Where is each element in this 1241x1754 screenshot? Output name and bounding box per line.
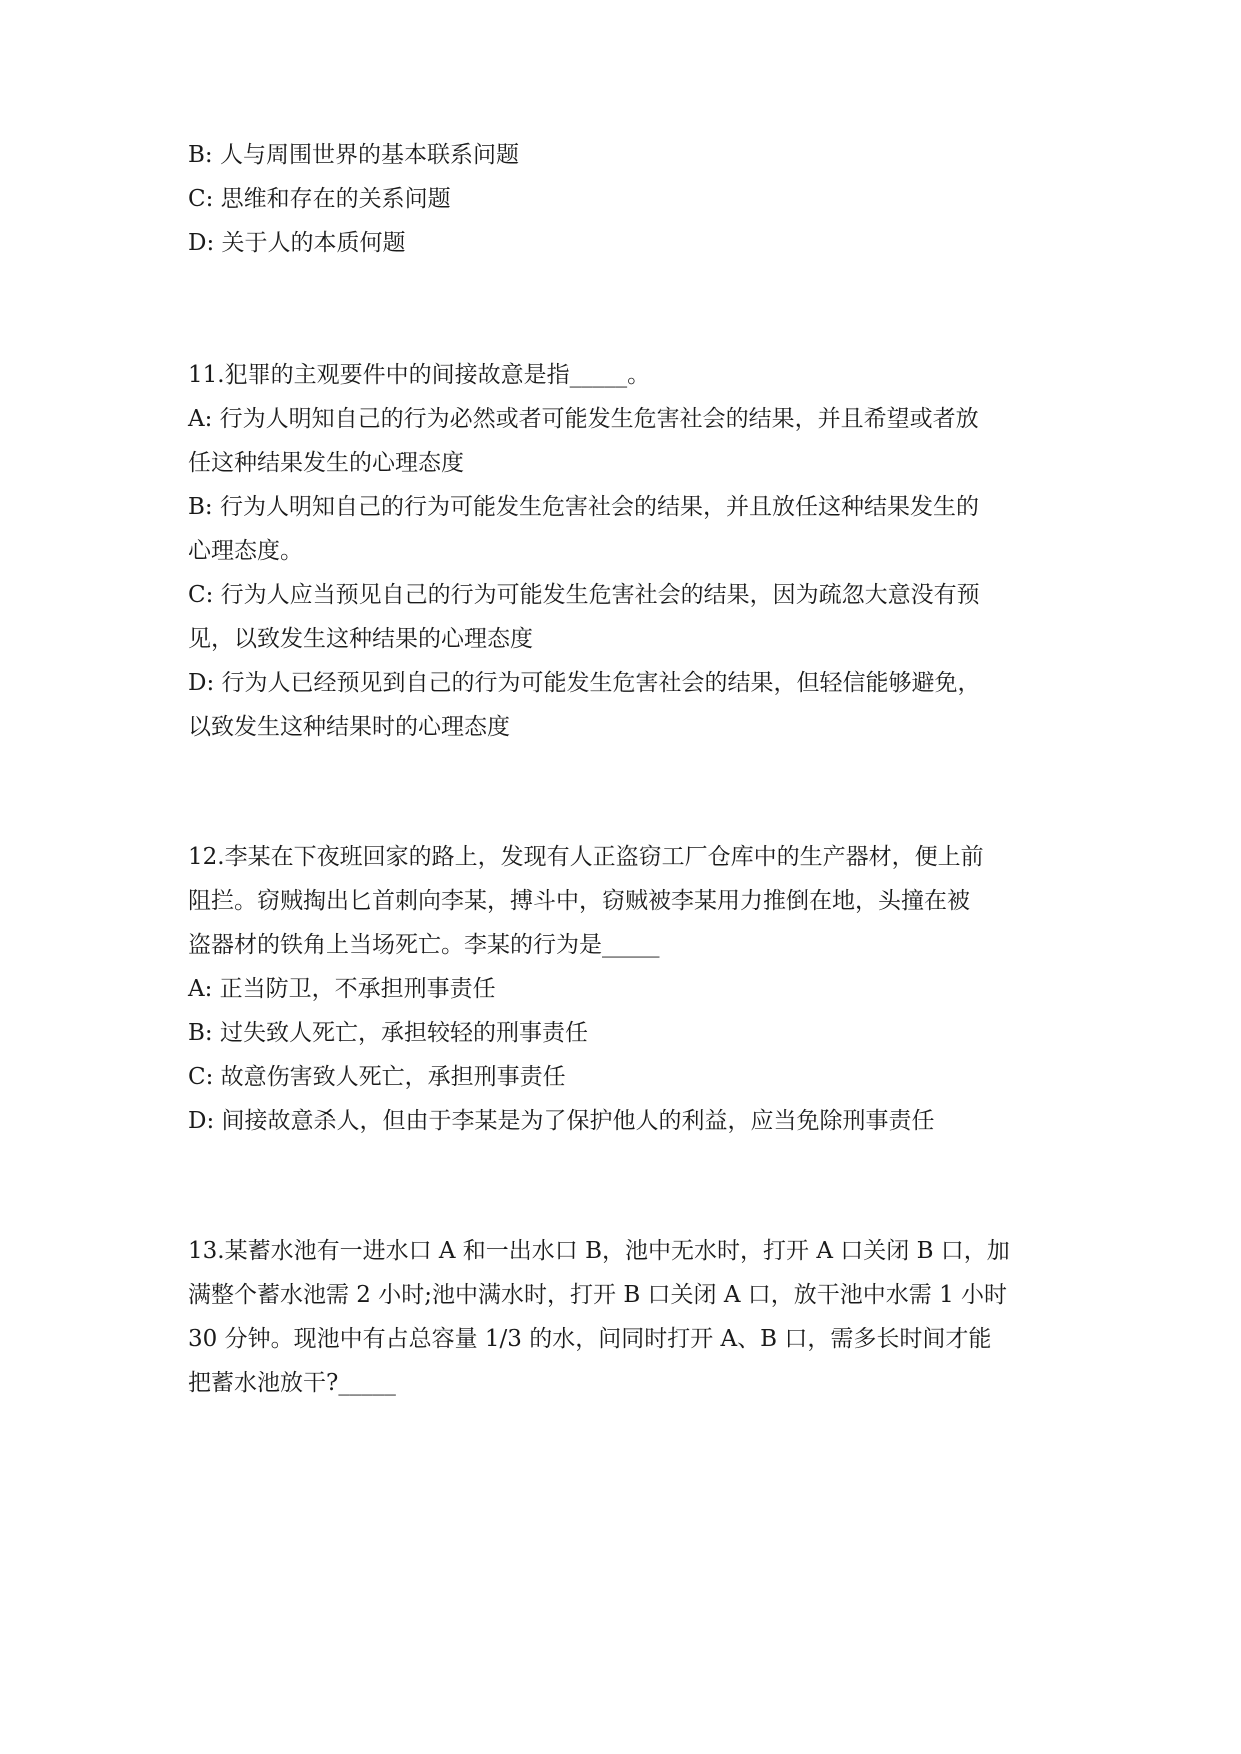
prev-option-c: C: 思维和存在的关系问题 (188, 186, 451, 212)
q12-stem-line1: 12.李某在下夜班回家的路上，发现有人正盗窃工厂仓库中的生产器材，便上前 (188, 844, 984, 870)
q11-option-c-line2: 见，以致发生这种结果的心理态度 (188, 626, 533, 652)
prev-option-b: B: 人与周围世界的基本联系问题 (188, 142, 519, 168)
q11-option-b-line2: 心理态度。 (188, 538, 303, 564)
q12-option-a: A: 正当防卫，不承担刑事责任 (188, 976, 496, 1002)
prev-option-d: D: 关于人的本质何题 (188, 230, 406, 256)
q12-option-b: B: 过失致人死亡，承担较轻的刑事责任 (188, 1020, 588, 1046)
q11-option-a-line2: 任这种结果发生的心理态度 (188, 450, 464, 476)
q13-stem-line3: 30 分钟。现池中有占总容量 1/3 的水，问同时打开 A、B 口，需多长时间才能 (188, 1326, 992, 1352)
q13-stem-line4: 把蓄水池放干?_____ (188, 1370, 396, 1396)
q13-stem-line1: 13.某蓄水池有一进水口 A 和一出水口 B，池中无水时，打开 A 口关闭 B 口，加 (188, 1238, 1010, 1264)
q12-option-c: C: 故意伤害致人死亡，承担刑事责任 (188, 1064, 566, 1090)
q12-option-d: D: 间接故意杀人，但由于李某是为了保护他人的利益，应当免除刑事责任 (188, 1108, 935, 1134)
q12-stem-line3: 盗器材的铁角上当场死亡。李某的行为是_____ (188, 932, 660, 958)
q11-option-b-line1: B: 行为人明知自己的行为可能发生危害社会的结果，并且放任这种结果发生的 (188, 494, 979, 520)
q11-option-d-line2: 以致发生这种结果时的心理态度 (188, 714, 510, 740)
q11-option-d-line1: D: 行为人已经预见到自己的行为可能发生危害社会的结果，但轻信能够避免， (188, 670, 981, 696)
q11-option-c-line1: C: 行为人应当预见自己的行为可能发生危害社会的结果，因为疏忽大意没有预 (188, 582, 980, 608)
q12-stem-line2: 阻拦。窃贼掏出匕首刺向李某，搏斗中，窃贼被李某用力推倒在地，头撞在被 (188, 888, 970, 914)
q11-stem: 11.犯罪的主观要件中的间接故意是指_____。 (188, 362, 651, 388)
q11-option-a-line1: A: 行为人明知自己的行为必然或者可能发生危害社会的结果，并且希望或者放 (188, 406, 979, 432)
q13-stem-line2: 满整个蓄水池需 2 小时;池中满水时，打开 B 口关闭 A 口，放干池中水需 1 小时 (188, 1282, 1008, 1308)
